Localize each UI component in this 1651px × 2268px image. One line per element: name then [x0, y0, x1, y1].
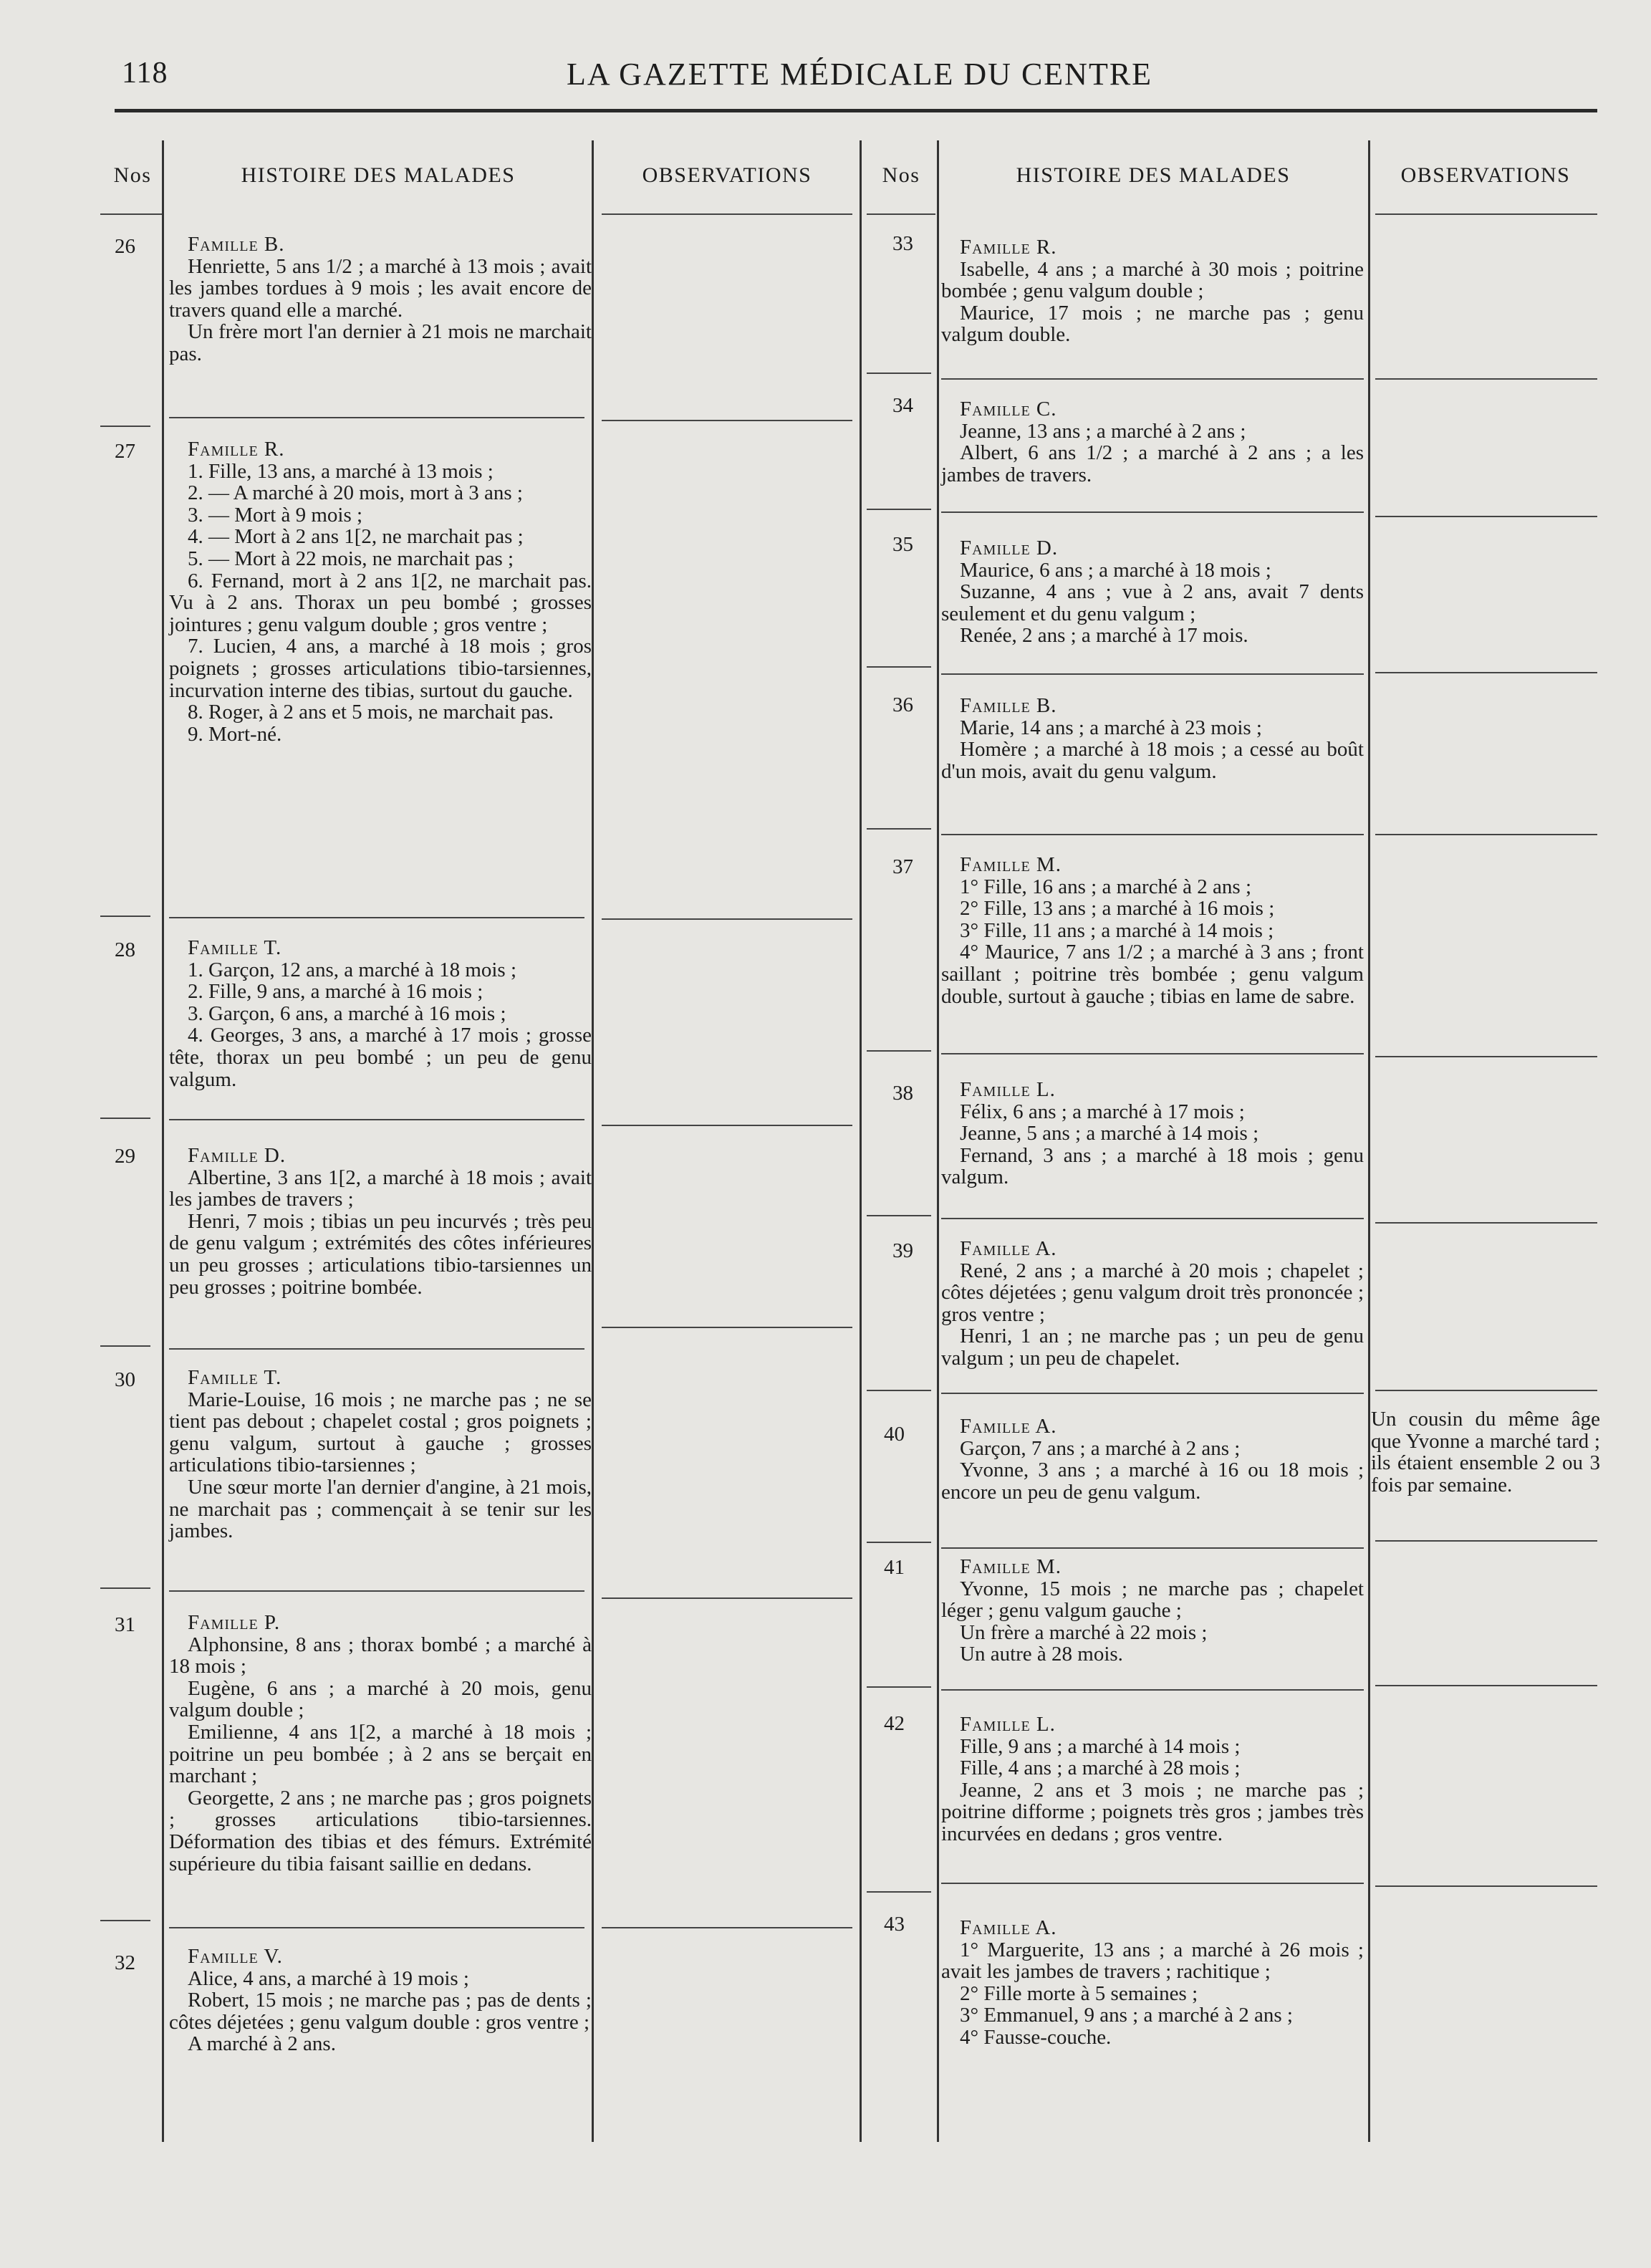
entry-line: Un autre à 28 mois. — [960, 1643, 1123, 1666]
row-separator — [941, 378, 1364, 380]
row-separator — [169, 1119, 584, 1120]
entry-line: 2° Fille, 13 ans ; a marché à 16 mois ; — [960, 897, 1275, 921]
row-separator — [100, 916, 150, 917]
row-separator — [941, 1547, 1364, 1549]
entry-number: 37 — [892, 855, 913, 878]
family-name: Famille C. — [960, 398, 1057, 421]
entry-line: Henri, 1 an ; ne marche pas ; un peu de genu valgum ; un peu de chapelet. — [941, 1325, 1364, 1370]
row-separator — [867, 1542, 931, 1543]
entry-number: 28 — [115, 938, 135, 961]
row-separator — [867, 666, 931, 668]
entry-line: 4° Fausse-couche. — [960, 2025, 1112, 2049]
family-name: Famille R. — [188, 438, 285, 461]
column-rule — [592, 140, 594, 2142]
entry-29 — [169, 1145, 592, 1298]
row-separator — [100, 1587, 150, 1589]
entry-number: 38 — [892, 1082, 913, 1105]
entry-number: 33 — [892, 232, 913, 255]
family-name: Famille V. — [188, 1945, 283, 1968]
entry-line: Maurice, 6 ans ; a marché à 18 mois ; — [960, 558, 1271, 582]
row-separator — [941, 1393, 1364, 1394]
journal-title: LA GAZETTE MÉDICALE DU CENTRE — [566, 57, 1153, 92]
row-separator — [602, 1125, 852, 1126]
row-separator — [1375, 1056, 1597, 1057]
entry-line: Un frère mort l'an dernier à 21 mois ne marchait pas. — [169, 320, 592, 365]
entry-line: Henri, 7 mois ; tibias un peu incurvés ; très peu de genu valgum ; extrémités des côtes inférieures un peu grosses ; articulations tibio-tarsiennes un peu grosses ; poitrine bombée. — [169, 1209, 592, 1299]
row-separator — [867, 1686, 931, 1688]
column-rule — [860, 140, 862, 2142]
family-name: Famille A. — [960, 1237, 1057, 1260]
entry-37 — [941, 854, 1364, 1007]
row-separator — [100, 1118, 150, 1119]
entry-line: Emilienne, 4 ans 1[2, a marché à 18 mois ; poitrine un peu bombée ; à 2 ans se berçait en marchant ; — [169, 1720, 592, 1788]
row-separator — [867, 828, 931, 830]
row-separator — [941, 1053, 1364, 1054]
entry-31 — [169, 1612, 592, 1875]
entry-32 — [169, 1946, 592, 2055]
entry-line: Maurice, 17 mois ; ne marche pas ; genu valgum double. — [941, 301, 1364, 347]
row-separator — [1375, 1540, 1597, 1542]
entry-line: 3. Garçon, 6 ans, a marché à 16 mois ; — [188, 1001, 506, 1025]
page-number: 118 — [122, 57, 168, 90]
entry-number: 41 — [884, 1556, 905, 1579]
entry-line: René, 2 ans ; a marché à 20 mois ; chapelet ; côtes déjetées ; genu valgum droit très prononcée ; gros ventre ; — [941, 1259, 1364, 1326]
entry-line: Albertine, 3 ans 1[2, a marché à 18 mois ; avait les jambes de travers ; — [169, 1166, 592, 1211]
entry-line: Marie-Louise, 16 mois ; ne marche pas ; ne se tient pas debout ; chapelet costal ; gros poignets ; genu valgum, surtout à gauche ; grosses articulations tibio-tarsiennes ; — [169, 1388, 592, 1477]
column-header-observations: OBSERVATIONS — [642, 163, 812, 187]
row-separator — [169, 1348, 584, 1350]
row-separator — [941, 1689, 1364, 1691]
row-separator — [100, 426, 150, 427]
row-separator — [867, 1390, 931, 1391]
family-name: Famille B. — [188, 233, 285, 256]
entry-line: Fille, 9 ans ; a marché à 14 mois ; — [960, 1734, 1241, 1758]
entry-line: Isabelle, 4 ans ; a marché à 30 mois ; poitrine bombée ; genu valgum double ; — [941, 257, 1364, 303]
row-separator — [602, 1597, 852, 1599]
row-separator — [1375, 1885, 1597, 1887]
entry-43 — [941, 1917, 1364, 2049]
entry-line: Jeanne, 2 ans et 3 mois ; ne marche pas ; poitrine difforme ; poignets très gros ; jambes très incurvées en dedans ; gros ventre. — [941, 1778, 1364, 1845]
entry-line: 8. Roger, à 2 ans et 5 mois, ne marchait pas. — [188, 701, 554, 724]
entry-35 — [941, 537, 1364, 647]
family-name: Famille A. — [960, 1916, 1057, 1939]
row-separator — [1375, 1222, 1597, 1224]
entry-line: 4. Georges, 3 ans, a marché à 17 mois ; grosse tête, thorax un peu bombé ; un peu de genu valgum. — [169, 1024, 592, 1091]
header-rule — [115, 109, 1597, 112]
row-separator — [1375, 213, 1597, 215]
column-header-number: Nos — [113, 163, 152, 187]
entry-42 — [941, 1714, 1364, 1845]
entry-38 — [941, 1079, 1364, 1188]
entry-line: Henriette, 5 ans 1/2 ; a marché à 13 mois ; avait les jambes tordues à 9 mois ; les avait encore de travers quand elle a marché. — [169, 254, 592, 322]
entry-line: Georgette, 2 ans ; ne marche pas ; gros poignets ; grosses articulations tibio-tarsiennes. Déformation des tibias et des fémurs. Extrémité supérieure du tibia faisant saillie en dedans. — [169, 1786, 592, 1875]
family-name: Famille R. — [960, 236, 1057, 259]
column-header-observations: OBSERVATIONS — [1400, 163, 1571, 187]
entry-26 — [169, 234, 592, 365]
entry-30 — [169, 1367, 592, 1542]
entry-33 — [941, 236, 1364, 346]
entry-line: Renée, 2 ans ; a marché à 17 mois. — [960, 624, 1248, 648]
row-separator — [100, 1345, 150, 1347]
row-separator — [867, 373, 931, 374]
entry-line: Alice, 4 ans, a marché à 19 mois ; — [188, 1966, 469, 1990]
entry-line: 2. Fille, 9 ans, a marché à 16 mois ; — [188, 980, 483, 1004]
entry-34 — [941, 398, 1364, 486]
entry-line: 3° Emmanuel, 9 ans ; a marché à 2 ans ; — [960, 2004, 1293, 2027]
row-separator — [602, 213, 852, 215]
entry-line: A marché à 2 ans. — [188, 2032, 336, 2056]
entry-line: Jeanne, 5 ans ; a marché à 14 mois ; — [960, 1122, 1259, 1145]
row-separator — [1375, 516, 1597, 517]
row-separator — [867, 1891, 931, 1893]
family-name: Famille B. — [960, 694, 1057, 717]
entry-line: 4° Maurice, 7 ans 1/2 ; a marché à 3 ans ; front saillant ; poitrine très bombée ; genu valgum double, surtout à gauche ; tibias en lame de sabre. — [941, 941, 1364, 1008]
entry-line: 1° Marguerite, 13 ans ; a marché à 26 mois ; avait les jambes de travers ; rachitique ; — [941, 1938, 1364, 1984]
family-name: Famille P. — [188, 1611, 281, 1634]
row-separator — [867, 1050, 931, 1052]
entry-number: 30 — [115, 1368, 135, 1391]
entry-number: 39 — [892, 1239, 913, 1262]
family-name: Famille T. — [188, 1366, 282, 1389]
entry-line: 1° Fille, 16 ans ; a marché à 2 ans ; — [960, 875, 1252, 898]
column-rule — [1368, 140, 1370, 2142]
family-name: Famille D. — [960, 537, 1059, 559]
entry-line: Félix, 6 ans ; a marché à 17 mois ; — [960, 1100, 1245, 1123]
column-header-history: HISTOIRE DES MALADES — [241, 163, 516, 187]
entry-number: 26 — [115, 235, 135, 258]
row-separator — [100, 1920, 150, 1921]
row-separator — [867, 1215, 931, 1216]
entry-line: Fille, 4 ans ; a marché à 28 mois ; — [960, 1757, 1241, 1780]
entry-line: Jeanne, 13 ans ; a marché à 2 ans ; — [960, 419, 1246, 443]
row-separator — [1375, 378, 1597, 380]
row-separator — [867, 509, 931, 510]
row-separator — [1375, 834, 1597, 835]
row-separator — [941, 511, 1364, 513]
entry-line: 4. — Mort à 2 ans 1[2, ne marchait pas ; — [188, 525, 524, 549]
entry-line: 3. — Mort à 9 mois ; — [188, 503, 363, 527]
entry-line: Robert, 15 mois ; ne marche pas ; pas de dents ; côtes déjetées ; genu valgum double : gros ventre ; — [169, 1989, 592, 2034]
row-separator — [169, 1590, 584, 1592]
entry-number: 36 — [892, 693, 913, 716]
row-separator — [602, 420, 852, 421]
entry-number: 27 — [115, 440, 135, 463]
entry-number: 42 — [884, 1712, 905, 1735]
entry-line: Yvonne, 15 mois ; ne marche pas ; chapelet léger ; genu valgum gauche ; — [941, 1577, 1364, 1623]
column-header-history: HISTOIRE DES MALADES — [1016, 163, 1291, 187]
entry-number: 29 — [115, 1145, 135, 1168]
column-rule — [162, 140, 164, 2142]
row-separator — [867, 213, 935, 215]
entry-line: Une sœur morte l'an dernier d'angine, à 21 mois, ne marchait pas ; commençait à se tenir sur les jambes. — [169, 1475, 592, 1543]
family-name: Famille A. — [960, 1415, 1057, 1438]
column-header-number: Nos — [882, 163, 920, 187]
row-separator — [941, 834, 1364, 835]
row-separator — [602, 918, 852, 920]
family-name: Famille T. — [188, 936, 282, 959]
entry-line: 5. — Mort à 22 mois, ne marchait pas ; — [188, 547, 514, 570]
entry-36 — [941, 695, 1364, 782]
page-header — [122, 56, 1597, 99]
row-separator — [602, 1327, 852, 1328]
row-separator — [100, 213, 162, 215]
entry-line: 9. Mort-né. — [188, 722, 282, 746]
row-separator — [941, 673, 1364, 675]
entry-line: 1. Fille, 13 ans, a marché à 13 mois ; — [188, 459, 494, 483]
row-separator — [602, 1927, 852, 1928]
entry-number: 31 — [115, 1613, 135, 1636]
row-separator — [941, 1218, 1364, 1219]
entry-line: Homère ; a marché à 18 mois ; a cessé au boût d'un mois, avait du genu valgum. — [941, 738, 1364, 783]
entry-number: 35 — [892, 533, 913, 556]
entry-41 — [941, 1556, 1364, 1666]
row-separator — [169, 1927, 584, 1928]
row-separator — [169, 917, 584, 918]
entry-number: 34 — [892, 394, 913, 417]
family-name: Famille M. — [960, 1555, 1062, 1578]
family-name: Famille D. — [188, 1144, 287, 1167]
row-separator — [169, 417, 584, 418]
entry-number: 40 — [884, 1423, 905, 1446]
row-separator — [1375, 1390, 1597, 1391]
entry-number: 43 — [884, 1913, 905, 1936]
entry-line: Eugène, 6 ans ; a marché à 20 mois, genu valgum double ; — [169, 1676, 592, 1722]
entry-27 — [169, 438, 592, 745]
entry-line: Garçon, 7 ans ; a marché à 2 ans ; — [960, 1436, 1241, 1460]
row-separator — [941, 1883, 1364, 1884]
entry-line: Albert, 6 ans 1/2 ; a marché à 2 ans ; a les jambes de travers. — [941, 441, 1364, 486]
entry-line: 3° Fille, 11 ans ; a marché à 14 mois ; — [960, 918, 1274, 942]
entry-line: Alphonsine, 8 ans ; thorax bombé ; a marché à 18 mois ; — [169, 1633, 592, 1678]
entry-line: Un frère a marché à 22 mois ; — [960, 1620, 1208, 1644]
entry-line: 7. Lucien, 4 ans, a marché à 18 mois ; gros poignets ; grosses articulations tibio-tarsiennes, incurvation interne des tibias, surtout du gauche. — [169, 635, 592, 702]
column-rule — [937, 140, 939, 2142]
entry-line: Marie, 14 ans ; a marché à 23 mois ; — [960, 716, 1262, 739]
family-name: Famille L. — [960, 1713, 1056, 1736]
entry-39 — [941, 1238, 1364, 1370]
entry-line: Fernand, 3 ans ; a marché à 18 mois ; genu valgum. — [941, 1143, 1364, 1189]
entry-28 — [169, 937, 592, 1090]
entry-line: Yvonne, 3 ans ; a marché à 16 ou 18 mois ; encore un peu de genu valgum. — [941, 1459, 1364, 1504]
row-separator — [1375, 1685, 1597, 1686]
entry-40 — [941, 1416, 1364, 1503]
row-separator — [1375, 672, 1597, 673]
observation-40: Un cousin du même âge que Yvonne a marché tard ; ils étaient ensemble 2 ou 3 fois par semaine. — [1371, 1408, 1600, 1496]
family-name: Famille M. — [960, 853, 1062, 876]
entry-line: 2° Fille morte à 5 semaines ; — [960, 1981, 1198, 2005]
entry-number: 32 — [115, 1951, 135, 1974]
family-name: Famille L. — [960, 1078, 1056, 1101]
entry-line: 2. — A marché à 20 mois, mort à 3 ans ; — [188, 481, 523, 505]
entry-line: Suzanne, 4 ans ; vue à 2 ans, avait 7 dents seulement et du genu valgum ; — [941, 580, 1364, 625]
entry-line: 6. Fernand, mort à 2 ans 1[2, ne marchait pas. Vu à 2 ans. Thorax un peu bombé ; grosses jointures ; genu valgum double ; gros ventre ; — [169, 569, 592, 636]
entry-line: 1. Garçon, 12 ans, a marché à 18 mois ; — [188, 958, 517, 981]
